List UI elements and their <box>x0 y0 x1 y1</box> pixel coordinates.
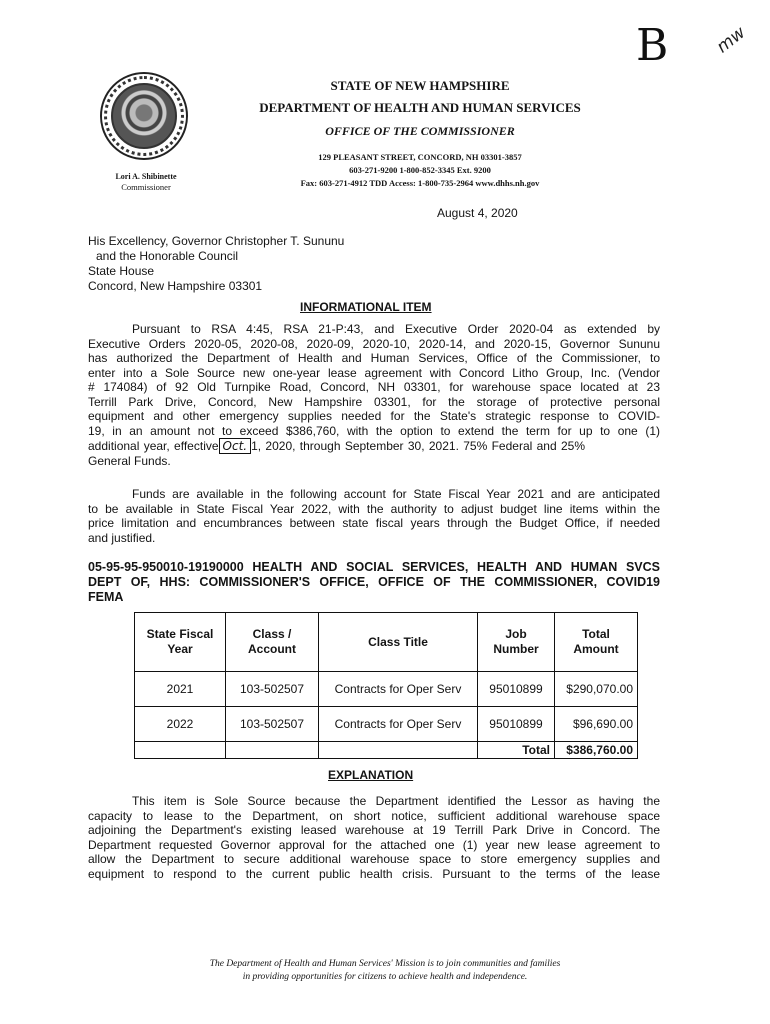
column-header: Job Number <box>478 613 555 672</box>
text-fragment: 1, 2020, through September 30, 2021. 75% Federal and 25% <box>251 439 585 453</box>
paragraph-funding <box>88 487 660 545</box>
text-line: adjoining the Department's existing leased warehouse at 19 Terrill Park Drive in Concord. The <box>88 823 660 837</box>
table-cell: 95010899 <box>478 707 555 742</box>
total-amount: $386,760.00 <box>555 742 638 759</box>
commissioner-name: Lori A. Shibinette <box>115 172 177 181</box>
text-line: to be available in State Fiscal Year 2022, with the authority to adjust budget line items within the <box>88 501 660 516</box>
table-cell <box>135 742 226 759</box>
handwritten-letter-mark: B <box>636 20 669 71</box>
text-line: Funds are available in the following account for State Fiscal Year 2021 and are anticipated <box>132 487 660 501</box>
text-line: equipment and other emergency supplies needed for the State's strategic response to COVID- <box>88 409 660 423</box>
handwritten-initials: mw <box>713 22 750 58</box>
addressee-line: State House <box>88 264 155 278</box>
explanation-heading: EXPLANATION <box>328 768 414 782</box>
text-line: allow the Department to secure additional warehouse space to store emergency supplies and <box>88 852 660 866</box>
text-line: equipment to respond to the current public health crisis. Pursuant to the terms of the lease <box>88 866 660 881</box>
column-header: State Fiscal Year <box>135 613 226 672</box>
text-line: General Funds. <box>88 454 171 468</box>
table-cell: Contracts for Oper Serv <box>319 707 478 742</box>
account-code-block <box>88 560 660 605</box>
table-cell: 103-502507 <box>226 707 319 742</box>
mission-footer <box>150 958 620 984</box>
text-line: has authorized the Department of Health and Human Services, Office of the Commissioner, to <box>88 351 660 365</box>
footer-line: The Department of Health and Human Services' Mission is to join communities and families <box>209 959 561 969</box>
letterhead-department: DEPARTMENT OF HEALTH AND HUMAN SERVICES <box>259 100 581 115</box>
commissioner-block <box>96 172 196 192</box>
letterhead-state: STATE OF NEW HAMPSHIRE <box>330 78 510 93</box>
table-row <box>135 707 638 742</box>
text-line: Terrill Park Drive, Concord, New Hampshire 03301, for the storage of protective personal <box>88 394 660 409</box>
addressee-block <box>88 234 344 294</box>
table-cell: 95010899 <box>478 672 555 707</box>
commissioner-title: Commissioner <box>121 182 171 192</box>
text-line: Pursuant to RSA 4:45, RSA 21-P:43, and Executive Order 2020-04 as extended by <box>132 322 660 336</box>
table-row <box>135 672 638 707</box>
table-cell <box>319 742 478 759</box>
table-total-row <box>135 742 638 759</box>
handwritten-date-correction: Oct. <box>219 438 252 454</box>
letterhead-phones: 603-271-9200 1-800-852-3345 Ext. 9200 <box>349 165 491 175</box>
letterhead-address: 129 PLEASANT STREET, CONCORD, NH 03301-3857 <box>318 152 522 162</box>
letter-date: August 4, 2020 <box>437 206 518 220</box>
text-line: capacity to lease to the Department, on short notice, sufficient additional warehouse space <box>88 808 660 823</box>
column-header: Total Amount <box>555 613 638 672</box>
text-line: Department requested Governor approval for the attached one (1) year new lease agreement to <box>88 837 660 852</box>
addressee-line: His Excellency, Governor Christopher T. Sununu <box>88 234 345 248</box>
text-line: price limitation and encumbrances between state fiscal years through the Budget Office, if needed <box>88 516 660 530</box>
paragraph-authorization <box>88 322 660 469</box>
paragraph-explanation <box>88 794 660 881</box>
letterhead-office: OFFICE OF THE COMMISSIONER <box>325 124 515 138</box>
text-line: This item is Sole Source because the Department identified the Lessor as having the <box>132 794 660 808</box>
text-line: Executive Orders 2020-05, 2020-08, 2020-09, 2020-10, 2020-14, and 2020-15, Governor Sununu <box>88 336 660 351</box>
text-line: 19, in an amount not to exceed $386,760, with the option to extend the term for up to one (1) <box>88 423 660 438</box>
table-cell: $96,690.00 <box>555 707 638 742</box>
footer-line: in providing opportunities for citizens to achieve health and independence. <box>242 972 528 982</box>
account-line: DEPT OF, HHS: COMMISSIONER'S OFFICE, OFFICE OF THE COMMISSIONER, COVID19 <box>88 575 660 589</box>
account-line: FEMA <box>88 590 124 604</box>
informational-item-heading: INFORMATIONAL ITEM <box>300 300 432 314</box>
text-line: # 174084) of 92 Old Turnpike Road, Concord, NH 03301, for warehouse space located at 23 <box>88 380 660 394</box>
table-cell: 103-502507 <box>226 672 319 707</box>
column-header: Class / Account <box>226 613 319 672</box>
account-line: 05-95-95-950010-19190000 HEALTH AND SOCIAL SERVICES, HEALTH AND HUMAN SVCS <box>88 560 660 574</box>
funding-table <box>134 612 638 759</box>
text-fragment: additional year, effective <box>88 439 219 453</box>
table-cell: 2022 <box>135 707 226 742</box>
table-header-row <box>135 613 638 672</box>
text-line: enter into a Sole Source new one-year lease agreement with Concord Litho Group, Inc. (Vendor <box>88 365 660 380</box>
text-line-effective <box>88 438 660 454</box>
addressee-line: and the Honorable Council <box>96 249 239 263</box>
table-cell: Contracts for Oper Serv <box>319 672 478 707</box>
table-cell: 2021 <box>135 672 226 707</box>
state-seal-icon <box>100 72 188 160</box>
text-line: and justified. <box>88 530 156 545</box>
total-label: Total <box>478 742 555 759</box>
letterhead-contact: Fax: 603-271-4912 TDD Access: 1-800-735-2964 www.dhhs.nh.gov <box>300 178 540 188</box>
addressee-line: Concord, New Hampshire 03301 <box>88 279 263 293</box>
table-cell <box>226 742 319 759</box>
table-cell: $290,070.00 <box>555 672 638 707</box>
column-header: Class Title <box>319 613 478 672</box>
